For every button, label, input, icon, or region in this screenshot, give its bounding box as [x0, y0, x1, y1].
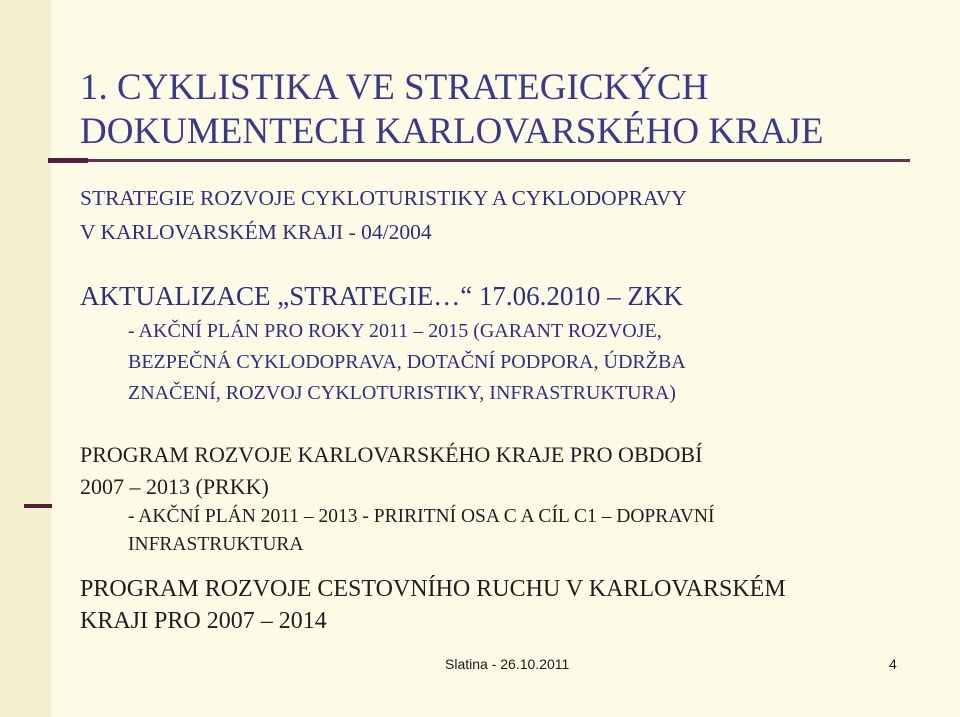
action-plan-line-3: ZNAČENÍ, ROZVOJ CYKLOTURISTIKY, INFRASTRUKTURA): [128, 382, 676, 404]
update-heading: AKTUALIZACE „STRATEGIE…“ 17.06.2010 – ZKK: [80, 281, 683, 311]
tourism-program-line-1: PROGRAM ROZVOJE CESTOVNÍHO RUCHU V KARLOVARSKÉM: [80, 576, 786, 602]
side-decoration-tick: [24, 504, 52, 508]
slide-left-band: [0, 0, 51, 717]
prkk-action-plan-line-1: - AKČNÍ PLÁN 2011 – 2013 - PRIRITNÍ OSA C A CÍL C1 – DOPRAVNÍ: [128, 506, 715, 527]
strategy-title-line-2: V KARLOVARSKÉM KRAJI - 04/2004: [80, 220, 432, 244]
slide-title-line-1: 1. CYKLISTIKA VE STRATEGICKÝCH: [80, 67, 709, 108]
prkk-action-plan-line-2: INFRASTRUKTURA: [128, 534, 304, 555]
title-underline-accent: [48, 158, 88, 163]
prkk-title-line-2: 2007 – 2013 (PRKK): [80, 474, 269, 499]
action-plan-line-1: - AKČNÍ PLÁN PRO ROKY 2011 – 2015 (GARANT ROZVOJE,: [128, 320, 662, 342]
slide-title-line-2: DOKUMENTECH KARLOVARSKÉHO KRAJE: [80, 111, 824, 152]
tourism-program-line-2: KRAJI PRO 2007 – 2014: [80, 608, 327, 634]
footer-page-number: 4: [889, 656, 897, 672]
footer-location-date: Slatina - 26.10.2011: [445, 656, 570, 672]
action-plan-line-2: BEZPEČNÁ CYKLODOPRAVA, DOTAČNÍ PODPORA, ÚDRŽBA: [128, 351, 686, 373]
title-underline: [48, 159, 910, 162]
strategy-title-line-1: STRATEGIE ROZVOJE CYKLOTURISTIKY A CYKLODOPRAVY: [80, 186, 687, 210]
prkk-title-line-1: PROGRAM ROZVOJE KARLOVARSKÉHO KRAJE PRO OBDOBÍ: [80, 442, 703, 467]
slide-title: [80, 66, 823, 154]
